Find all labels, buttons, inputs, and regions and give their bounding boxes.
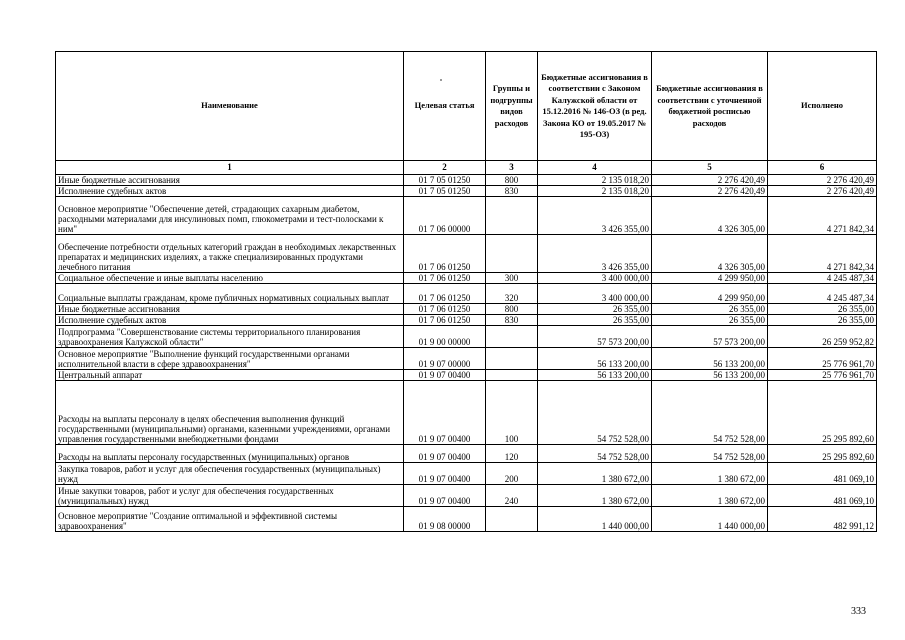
row-budget-refined: 1 380 672,00 <box>652 485 768 507</box>
row-executed: 26 259 952,82 <box>768 326 877 348</box>
row-executed: 26 355,00 <box>768 304 877 315</box>
row-group-code <box>486 197 538 235</box>
row-budget-law: 56 133 200,00 <box>538 370 652 381</box>
row-group-code <box>486 235 538 273</box>
header-row <box>56 52 877 161</box>
row-group-code: 240 <box>486 485 538 507</box>
row-budget-law: 3 400 000,00 <box>538 273 652 284</box>
row-budget-law: 3 426 355,00 <box>538 197 652 235</box>
row-group-code: 830 <box>486 315 538 326</box>
row-budget-law: 26 355,00 <box>538 304 652 315</box>
row-executed: 4 245 487,34 <box>768 284 877 304</box>
row-name: Центральный аппарат <box>56 370 404 381</box>
row-group-code <box>486 370 538 381</box>
table-row <box>56 273 877 284</box>
table-row <box>56 235 877 273</box>
row-name: Иные бюджетные ассигнования <box>56 175 404 186</box>
row-group-code <box>486 348 538 370</box>
row-target-code: 01 7 06 00000 <box>404 197 486 235</box>
row-group-code: 100 <box>486 381 538 445</box>
row-budget-refined: 56 133 200,00 <box>652 370 768 381</box>
row-budget-law: 26 355,00 <box>538 315 652 326</box>
row-name: Иные бюджетные ассигнования <box>56 304 404 315</box>
row-executed: 481 069,10 <box>768 485 877 507</box>
row-target-code: 01 9 07 00400 <box>404 463 486 485</box>
table-row <box>56 485 877 507</box>
row-budget-refined: 1 380 672,00 <box>652 463 768 485</box>
row-name: Обеспечение потребности отдельных категорий граждан в необходимых лекарственных препаратах и медицинских изделиях, а также специализированных продуктами лечебного питания <box>56 235 404 273</box>
row-target-code: 01 9 07 00400 <box>404 370 486 381</box>
row-executed: 481 069,10 <box>768 463 877 485</box>
row-budget-refined: 1 440 000,00 <box>652 507 768 532</box>
row-group-code: 120 <box>486 445 538 463</box>
row-target-code: 01 9 00 00000 <box>404 326 486 348</box>
row-budget-refined: 26 355,00 <box>652 315 768 326</box>
row-name: Основное мероприятие "Создание оптимальной и эффективной системы здравоохранения" <box>56 507 404 532</box>
row-name: Исполнение судебных актов <box>56 186 404 197</box>
column-number: 6 <box>768 161 877 175</box>
header-groups: Группы и подгруппы видов расходов <box>486 52 538 161</box>
row-budget-law: 3 400 000,00 <box>538 284 652 304</box>
table-row <box>56 186 877 197</box>
row-executed: 4 271 842,34 <box>768 235 877 273</box>
table-row <box>56 463 877 485</box>
header-budget-refined: Бюджетные ассигнования в соответствии с уточненной бюджетной росписью расходов <box>652 52 768 161</box>
row-budget-refined: 4 299 950,00 <box>652 284 768 304</box>
row-budget-law: 1 380 672,00 <box>538 463 652 485</box>
row-executed: 25 295 892,60 <box>768 445 877 463</box>
row-name: Социальные выплаты гражданам, кроме публичных нормативных социальных выплат <box>56 284 404 304</box>
row-group-code: 830 <box>486 186 538 197</box>
row-budget-refined: 2 276 420,49 <box>652 175 768 186</box>
row-target-code: 01 9 07 00400 <box>404 381 486 445</box>
table-row <box>56 348 877 370</box>
row-target-code: 01 7 06 01250 <box>404 315 486 326</box>
row-budget-refined: 54 752 528,00 <box>652 445 768 463</box>
row-name: Исполнение судебных актов <box>56 315 404 326</box>
table-row <box>56 445 877 463</box>
table-row <box>56 326 877 348</box>
header-target: Целевая статья <box>404 52 486 161</box>
row-budget-law: 54 752 528,00 <box>538 381 652 445</box>
row-target-code: 01 7 06 01250 <box>404 235 486 273</box>
page-number: 333 <box>851 606 866 617</box>
row-budget-refined: 4 326 305,00 <box>652 235 768 273</box>
table-row <box>56 507 877 532</box>
column-number: 4 <box>538 161 652 175</box>
row-name: Расходы на выплаты персоналу государственных (муниципальных) органов <box>56 445 404 463</box>
row-executed: 25 776 961,70 <box>768 348 877 370</box>
column-number: 5 <box>652 161 768 175</box>
row-budget-law: 54 752 528,00 <box>538 445 652 463</box>
row-target-code: 01 7 06 01250 <box>404 273 486 284</box>
row-executed: 2 276 420,49 <box>768 186 877 197</box>
budget-table <box>55 51 877 532</box>
row-target-code: 01 7 06 01250 <box>404 304 486 315</box>
header-name: Наименование <box>56 52 404 161</box>
row-budget-refined: 57 573 200,00 <box>652 326 768 348</box>
row-executed: 4 245 487,34 <box>768 273 877 284</box>
row-name: Основное мероприятие "Обеспечение детей, страдающих сахарным диабетом, расходными материалами для инсулиновых помп, глюкометрами и тест-полосками к ним" <box>56 197 404 235</box>
header-executed: Исполнено <box>768 52 877 161</box>
row-group-code: 800 <box>486 175 538 186</box>
row-group-code: 200 <box>486 463 538 485</box>
row-budget-refined: 4 326 305,00 <box>652 197 768 235</box>
row-budget-law: 1 440 000,00 <box>538 507 652 532</box>
row-name: Закупка товаров, работ и услуг для обеспечения государственных (муниципальных) нужд <box>56 463 404 485</box>
row-budget-law: 3 426 355,00 <box>538 235 652 273</box>
row-target-code: 01 9 07 00000 <box>404 348 486 370</box>
row-budget-law: 56 133 200,00 <box>538 348 652 370</box>
table-row <box>56 175 877 186</box>
row-group-code: 320 <box>486 284 538 304</box>
table-row <box>56 197 877 235</box>
row-budget-refined: 4 299 950,00 <box>652 273 768 284</box>
row-executed: 4 271 842,34 <box>768 197 877 235</box>
row-executed: 25 295 892,60 <box>768 381 877 445</box>
row-budget-law: 57 573 200,00 <box>538 326 652 348</box>
row-executed: 26 355,00 <box>768 315 877 326</box>
table-row <box>56 284 877 304</box>
row-executed: 25 776 961,70 <box>768 370 877 381</box>
row-name: Подпрограмма "Совершенствование системы территориального планирования здравоохранения Калужской области" <box>56 326 404 348</box>
table-row <box>56 315 877 326</box>
row-executed: 2 276 420,49 <box>768 175 877 186</box>
column-number: 2 <box>404 161 486 175</box>
table-row <box>56 370 877 381</box>
row-budget-refined: 2 276 420,49 <box>652 186 768 197</box>
column-number: 1 <box>56 161 404 175</box>
row-name: Иные закупки товаров, работ и услуг для обеспечения государственных (муниципальных) нужд <box>56 485 404 507</box>
row-budget-law: 2 135 018,20 <box>538 186 652 197</box>
row-target-code: 01 9 07 00400 <box>404 485 486 507</box>
row-budget-refined: 54 752 528,00 <box>652 381 768 445</box>
table-row <box>56 304 877 315</box>
column-number: 3 <box>486 161 538 175</box>
row-target-code: 01 9 07 00400 <box>404 445 486 463</box>
row-budget-refined: 26 355,00 <box>652 304 768 315</box>
row-target-code: 01 7 05 01250 <box>404 186 486 197</box>
row-name: Социальное обеспечение и иные выплаты населению <box>56 273 404 284</box>
row-budget-refined: 56 133 200,00 <box>652 348 768 370</box>
row-target-code: 01 7 06 01250 <box>404 284 486 304</box>
row-budget-law: 2 135 018,20 <box>538 175 652 186</box>
row-executed: 482 991,12 <box>768 507 877 532</box>
row-budget-law: 1 380 672,00 <box>538 485 652 507</box>
table-row <box>56 381 877 445</box>
row-target-code: 01 9 08 00000 <box>404 507 486 532</box>
row-target-code: 01 7 05 01250 <box>404 175 486 186</box>
row-group-code <box>486 326 538 348</box>
column-number-row <box>56 161 877 175</box>
row-group-code: 300 <box>486 273 538 284</box>
row-group-code <box>486 507 538 532</box>
row-name: Расходы на выплаты персоналу в целях обеспечения выполнения функций государственными (муниципальными) органами, казенными учреждениями, органами управления государственными внебюджетными фондами <box>56 381 404 445</box>
header-budget-law: Бюджетные ассигнования в соответствии с Законом Калужской области от 15.12.2016 № 146-ОЗ (в ред. Закона КО от 19.05.2017 № 195-ОЗ) <box>538 52 652 161</box>
row-name: Основное мероприятие "Выполнение функций государственными органами исполнительной власти в сфере здравоохранения" <box>56 348 404 370</box>
row-group-code: 800 <box>486 304 538 315</box>
budget-table-sheet <box>55 51 876 532</box>
